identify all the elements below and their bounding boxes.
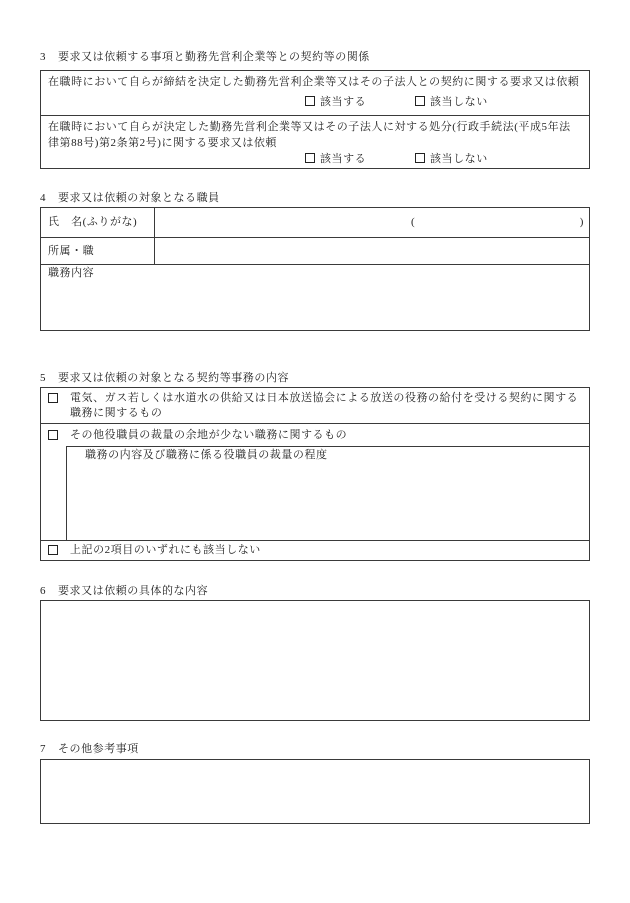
name-row [41, 208, 589, 238]
specific-content-field[interactable] [40, 600, 590, 721]
section-7-number: 7 [40, 743, 47, 755]
section-3-table [40, 70, 590, 169]
affiliation-label: 所属・職 [48, 245, 95, 257]
item-text-line-1: 在職時において自らが決定した勤務先営利企業等又はその子法人に対する処分(行政手続法(平成5年法 [48, 121, 571, 133]
discretion-label: 職務の内容及び職務に係る役職員の裁量の程度 [85, 449, 328, 461]
section-3-number: 3 [40, 51, 47, 63]
checkbox[interactable] [305, 96, 315, 106]
option-label: 該当する [320, 96, 367, 108]
furigana-close-paren: ) [579, 216, 584, 228]
affiliation-label-cell [41, 238, 155, 264]
option-applicable[interactable] [305, 152, 366, 166]
section-6-number: 6 [40, 585, 47, 597]
name-field[interactable] [155, 208, 589, 237]
item-text-line-2: 律第88号)第2条第2号)に関する要求又は依頼 [48, 137, 277, 149]
section-5-heading: 要求又は依頼の対象となる契約等事務の内容 [58, 372, 289, 384]
option-text: 上記の2項目のいずれにも該当しない [70, 544, 261, 556]
option-text-line-1: 電気、ガス若しくは水道水の供給又は日本放送協会による放送の役務の給付を受ける契約に関する [70, 392, 579, 404]
section-3-heading: 要求又は依頼する事項と勤務先営利企業等との契約等の関係 [58, 51, 370, 63]
checkbox[interactable] [415, 96, 425, 106]
section-5-number: 5 [40, 372, 47, 384]
section-7-heading: その他参考事項 [58, 743, 139, 755]
discretion-field[interactable] [66, 446, 589, 540]
checkbox[interactable] [415, 153, 425, 163]
option-label: 該当しない [430, 96, 488, 108]
option-not-applicable[interactable] [415, 152, 488, 166]
affiliation-row [41, 238, 589, 265]
section-6-heading: 要求又は依頼の具体的な内容 [58, 585, 209, 597]
section-4-number: 4 [40, 192, 47, 204]
name-label-cell [41, 208, 155, 237]
section-4-table [40, 207, 590, 331]
section-5-option-none [41, 541, 589, 560]
option-label: 該当する [320, 153, 367, 165]
section-3-item-disposition [41, 116, 589, 168]
section-5-table [40, 387, 590, 561]
checkbox[interactable] [48, 545, 58, 555]
option-label: 該当しない [430, 153, 488, 165]
option-text-line-2: 職務に関するもの [70, 407, 163, 419]
name-label: 氏 名(ふりがな) [48, 216, 138, 228]
option-text: その他役職員の裁量の余地が少ない職務に関するもの [70, 429, 348, 441]
section-5-option-utilities [41, 388, 589, 424]
other-notes-field[interactable] [40, 759, 590, 824]
furigana-open-paren: ( [411, 216, 416, 228]
duties-label: 職務内容 [48, 267, 95, 279]
duties-field[interactable] [41, 265, 589, 330]
section-3-item-contract [41, 71, 589, 116]
section-5-option-low-discretion [41, 424, 589, 541]
option-applicable[interactable] [305, 95, 366, 109]
checkbox[interactable] [48, 430, 58, 440]
option-not-applicable[interactable] [415, 95, 488, 109]
item-text: 在職時において自らが締結を決定した勤務先営利企業等又はその子法人との契約に関する要求又は依頼 [48, 76, 580, 88]
section-4-heading: 要求又は依頼の対象となる職員 [58, 192, 220, 204]
affiliation-field[interactable] [155, 238, 589, 264]
checkbox[interactable] [48, 393, 58, 403]
checkbox[interactable] [305, 153, 315, 163]
